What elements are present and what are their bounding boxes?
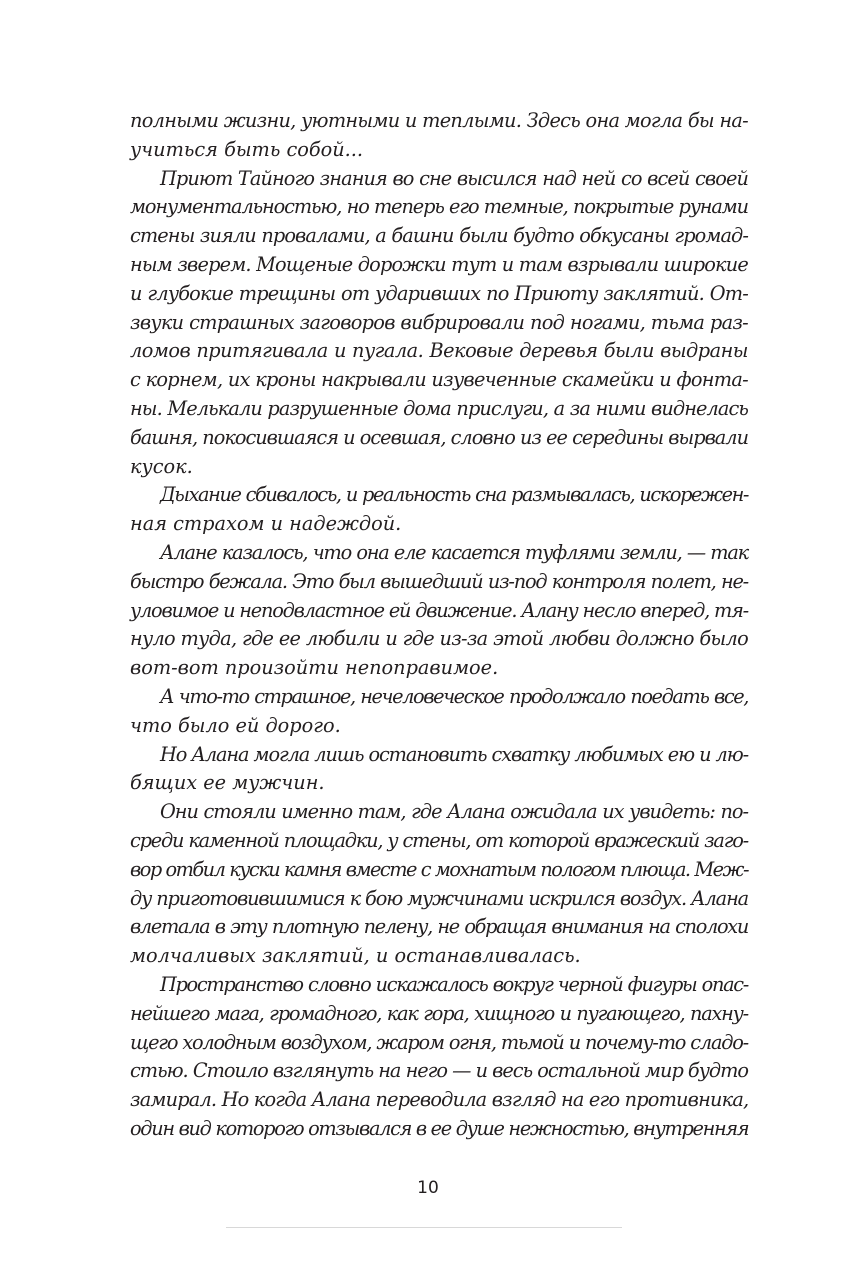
text-line: ломов притягивала и пугала. Вековые деревья были выдраны [130, 339, 748, 363]
text-line: нуло туда, где ее любили и где из-за этой любви должно было [130, 627, 748, 651]
text-line: замирал. Но когда Алана переводила взгляд на его противника, [130, 1088, 749, 1112]
text-line: учиться быть собой... [130, 137, 364, 161]
text-line: нейшего мага, громадного, как гора, хищного и пугающего, пахну- [130, 1001, 748, 1025]
text-line: и глубокие трещины от ударивших по Приюту заклятий. От- [130, 281, 748, 305]
text-line: Но Алана могла лишь остановить схватку любимых ею и лю- [160, 742, 748, 766]
text-line: ным зверем. Мощеные дорожки тут и там взрывали широкие [130, 252, 748, 276]
text-line: кусок. [130, 454, 193, 478]
text-line: Приют Тайного знания во сне высился над ней со всей своей [160, 166, 748, 190]
text-line: ная страхом и надеждой. [130, 512, 402, 536]
page-body [130, 107, 748, 1144]
footer-divider [226, 1227, 622, 1228]
text-line: ны. Мелькали разрушенные дома прислуги, а за ними виднелась [130, 396, 748, 420]
text-line: стены зияли провалами, а башни были будто обкусаны громад- [130, 224, 748, 248]
text-line: вот-вот произойти непоправимое. [130, 656, 499, 680]
text-line: с корнем, их кроны накрывали изувеченные скамейки и фонта- [130, 368, 748, 392]
text-line: бящих ее мужчин. [130, 771, 325, 795]
text-line: быстро бежала. Это был вышедший из-под контроля полет, не- [130, 569, 748, 593]
text-line: башня, покосившаяся и осевшая, словно из ее середины вырвали [130, 425, 748, 449]
text-line: стью. Стоило взглянуть на него — и весь остальной мир будто [130, 1059, 748, 1083]
text-line: ду приготовившимися к бою мужчинами искрился воздух. Алана [130, 886, 749, 910]
text-line: А что-то страшное, нечеловеческое продолжало поедать все, [160, 684, 748, 708]
text-line: среди каменной площадки, у стены, от которой вражеский заго- [130, 828, 748, 852]
text-line: Они стояли именно там, где Алана ожидала их увидеть: по- [160, 800, 748, 824]
text-line: Дыхание сбивалось, и реальность сна размывалась, искорежен- [160, 483, 748, 507]
text-line: монументальностью, но теперь его темные, покрытые рунами [130, 195, 748, 219]
text-line: молчаливых заклятий, и останавливалась. [130, 944, 581, 968]
text-line: что было ей дорого. [130, 713, 341, 737]
text-line: один вид которого отзывался в ее душе нежностью, внутренняя [130, 1116, 749, 1140]
text-line: вор отбил куски камня вместе с мохнатым пологом плюща. Меж- [130, 857, 748, 881]
text-line: Пространство словно искажалось вокруг черной фигуры опас- [160, 972, 748, 996]
page-number: 10 [417, 1178, 439, 1198]
text-line: влетала в эту плотную пелену, не обращая внимания на сполохи [130, 915, 748, 939]
text-line: Алане казалось, что она еле касается туфлями земли, — так [160, 540, 748, 564]
text-line: щего холодным воздухом, жаром огня, тьмой и почему-то сладо- [130, 1030, 748, 1054]
text-line: полными жизни, уютными и теплыми. Здесь она могла бы на- [130, 109, 748, 132]
text-line: уловимое и неподвластное ей движение. Алану несло вперед, тя- [130, 598, 748, 622]
text-line: звуки страшных заговоров вибрировали под ногами, тьма раз- [130, 310, 748, 334]
